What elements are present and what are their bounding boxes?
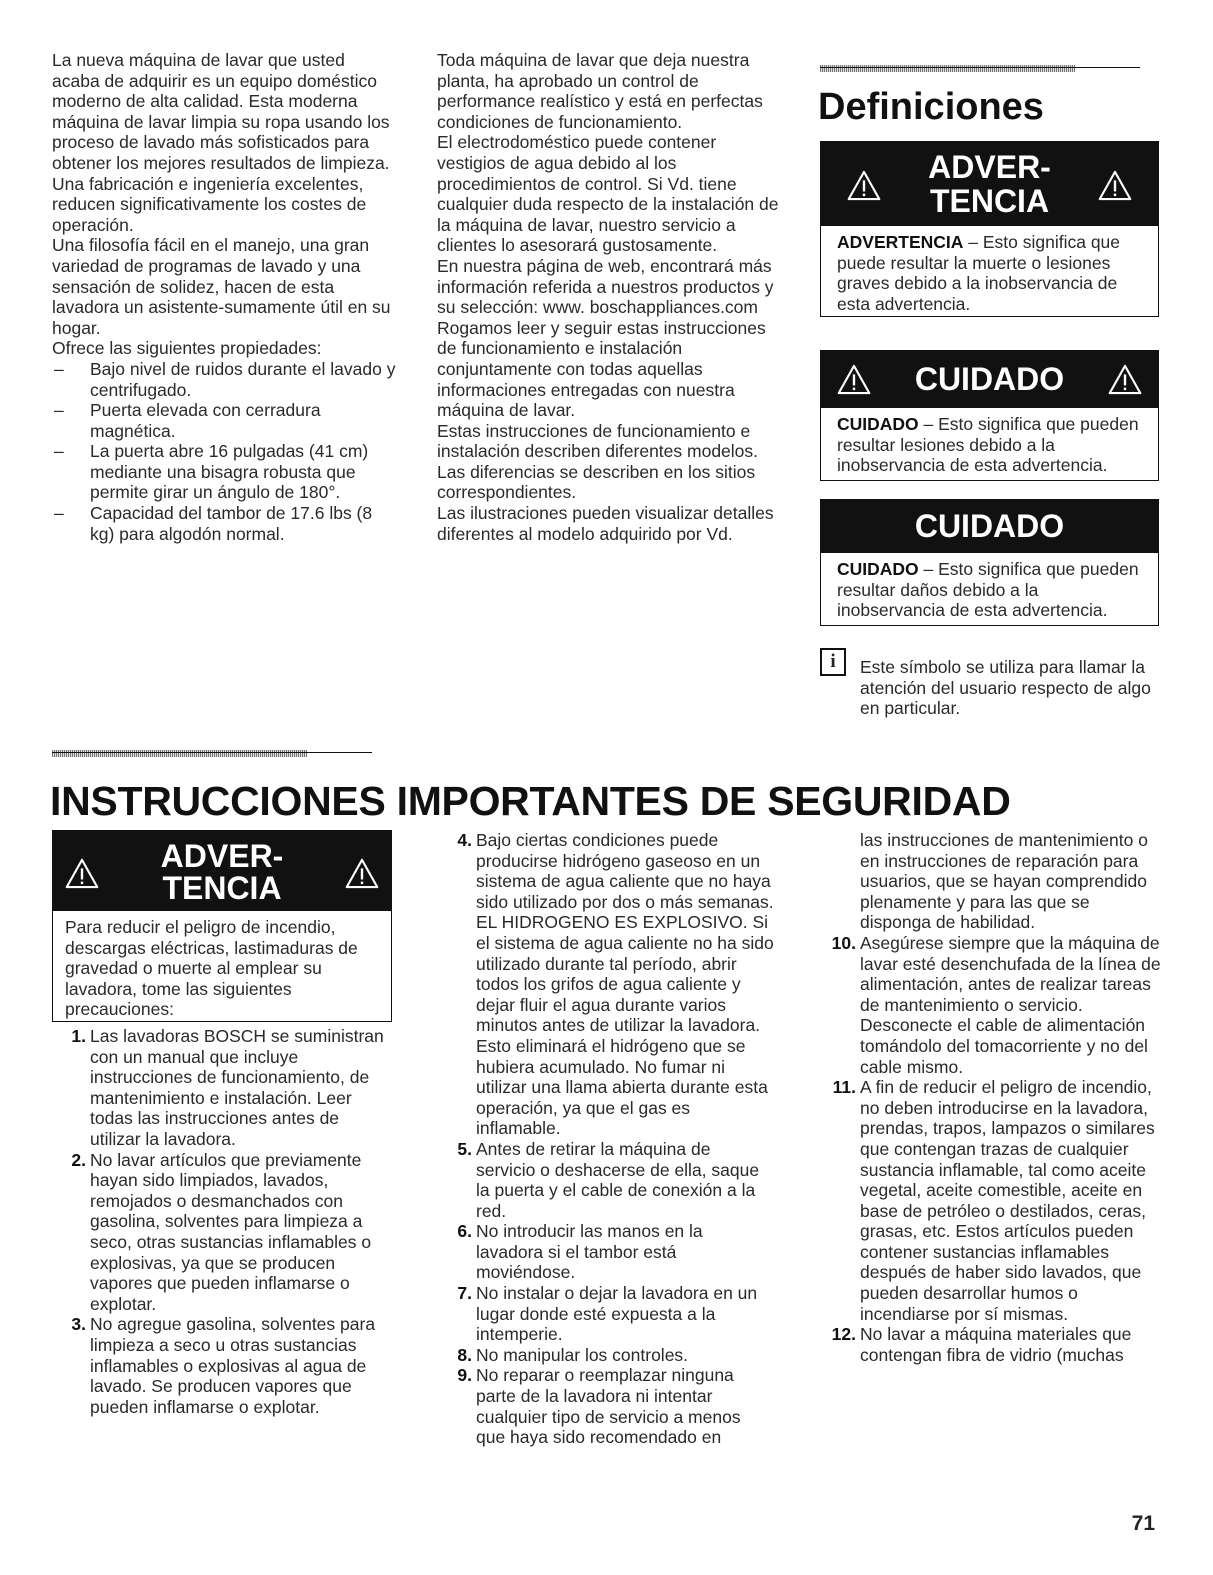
info-paragraph: Estas instrucciones de funcionamiento e instalación describen diferentes modelos. Las diferencias se describen en los sitios correspondientes. — [437, 420, 759, 503]
safety-item: 7. No instalar o dejar la lavadora en un lugar donde esté expuesta a la intemperie. — [457, 1283, 758, 1345]
intro-paragraph: Ofrece las siguientes propiedades: — [52, 338, 322, 359]
section-rule — [820, 67, 1140, 68]
warning-header-line2: TENCIA — [162, 870, 282, 906]
section-rule — [52, 752, 372, 753]
safety-item: 5. Antes de retirar la máquina de servicio o deshacerse de ella, saque la puerta y el cable de conexión a la red. — [457, 1138, 760, 1221]
caution-definition-text: CUIDADO – Esto significa que pueden resultar daños debido a la inobservancia de esta advertencia. — [837, 559, 1139, 621]
info-paragraph: Las ilustraciones pueden visualizar detalles diferentes al modelo adquirido por Vd. — [437, 503, 774, 544]
feature-item: – La puerta abre 16 pulgadas (41 cm) mediante una bisagra robusta que permite girar un ángulo de 180°. — [52, 441, 397, 503]
safety-item: 11. A fin de reducir el peligro de incendio, no deben introducirse en la lavadora, prendas, trapos, lampazos o similares que contengan trazas de cualquier sustancia inflamable, tal como aceite vegetal, aceite comestible, aceite en base de petróleo o destilados, ceras, grasas, etc. Estos artículos pueden contener sustancias inflamables después de haber sido lavados, que pueden desarrollar humos o incendiarse por sí mismas. — [832, 1077, 1155, 1324]
safety-item: 4. Bajo ciertas condiciones puede producirse hidrógeno gaseoso en un sistema de agua caliente que no haya sido utilizado por dos o más semanas. EL HIDROGENO ES EXPLOSIVO. Si el sistema de agua caliente no ha sido utilizado durante tal período, abrir todos los grifos de agua caliente y dejar fluir el agua durante varios minutos antes de utilizar la lavadora. Esto eliminará el hidrógeno que se hubiera acumulado. No fumar ni utilizar una llama abierta durante esta operación, ya que el gas es inflamable. — [457, 830, 774, 1139]
caution-term: CUIDADO — [837, 414, 919, 434]
warning-header-line1: ADVER- — [928, 149, 1051, 185]
intro-paragraph: Una fabricación e ingeniería excelentes, reducen significativamente los costes de operación. — [52, 173, 367, 235]
intro-paragraph: Una filosofía fácil en el manejo, una gran variedad de programas de lavado y una sensación de solidez, hacen de esta lavadora un asistente-sumamente útil en su hogar. — [52, 235, 391, 338]
feature-item: – Bajo nivel de ruidos durante el lavado y centrifugado. — [52, 359, 397, 400]
caution-symbol-definition-box — [820, 350, 1159, 481]
info-paragraph: En nuestra página de web, encontrará más información referida a nuestros productos y su selección: www. boschappliances.com — [437, 255, 774, 318]
caution-header-label: CUIDADO — [914, 361, 1065, 397]
info-symbol-text: Este símbolo se utiliza para llamar la atención del usuario respecto de algo en particular. — [860, 657, 1151, 719]
caution-term: CUIDADO — [837, 559, 919, 579]
safety-item: 6. No introducir las manos en la lavadora si el tambor está moviéndose. — [457, 1221, 703, 1283]
warning-icon — [345, 858, 379, 889]
safety-item: 10. Asegúrese siempre que la máquina de lavar esté desenchufada de la línea de alimentación, antes de realizar tareas de mantenimiento o servicio. Desconecte el cable de alimentación tomándolo del tomacorriente y no del cable mismo. — [831, 932, 1161, 1077]
safety-item: 12. No lavar a máquina materiales que contengan fibra de vidrio (muchas — [831, 1324, 1132, 1365]
warning-definition-box — [820, 141, 1159, 317]
warning-term: ADVERTENCIA — [837, 232, 964, 252]
safety-list-column-1 — [58, 1026, 393, 1417]
info-column — [437, 50, 782, 544]
caution-definition-box — [820, 499, 1159, 626]
safety-item: 2. No lavar artículos que previamente hayan sido limpiados, lavados, remojados o desmanchados con gasolina, solventes para limpieza a seco, otras sustancias inflamables o explosivas, ya que se producen vapores que pueden inflamarse o explotar. — [71, 1149, 372, 1314]
warning-header — [821, 142, 1158, 226]
warning-definition-text: ADVERTENCIA – Esto significa que puede resultar la muerte o lesiones graves debido a la inobservancia de esta advertencia. — [837, 232, 1121, 314]
feature-item: – Puerta elevada con cerradura magnética. — [52, 400, 397, 441]
definitions-title: Definiciones — [818, 86, 1044, 128]
intro-paragraph: La nueva máquina de lavar que usted acaba de adquirir es un equipo doméstico moderno de alta calidad. Esta moderna máquina de lavar limpia su ropa usando los proceso de lavado más sofisticados para obtener los mejores resultados de limpieza. — [52, 50, 390, 173]
safety-item: 3. No agregue gasolina, solventes para limpieza a seco u otras sustancias inflamables o explosivas al agua de lavado. Se producen vapores que pueden inflamarse o explotar. — [71, 1314, 376, 1417]
safety-item: 1. Las lavadoras BOSCH se suministran con un manual que incluye instrucciones de funcionamiento, de mantenimiento e instalación. Leer todas las instrucciones antes de utilizar la lavadora. — [71, 1026, 384, 1149]
info-icon: i — [820, 648, 846, 676]
caution-header — [821, 351, 1158, 408]
safety-item: 8. No manipular los controles. — [457, 1344, 689, 1365]
info-paragraph: Rogamos leer y seguir estas instrucciones de funcionamiento e instalación conjuntamente con todas aquellas informaciones entregadas con nuestra máquina de lavar. — [437, 317, 766, 421]
safety-item-continued: las instrucciones de mantenimiento o en instrucciones de reparación para usuarios, que se hayan comprendido plenamente y para las que se disponga de habilidad. — [860, 830, 1148, 933]
page-number: 71 — [1131, 1512, 1155, 1535]
info-paragraph: Toda máquina de lavar que deja nuestra planta, ha aprobado un control de performance realístico y está en perfectas condiciones de funcionamiento. — [437, 50, 763, 132]
caution-header — [821, 500, 1158, 553]
warning-header-line2: TENCIA — [929, 183, 1050, 219]
safety-list-column-2 — [444, 830, 774, 1448]
safety-list-column-3 — [818, 830, 1163, 1365]
info-paragraph: El electrodoméstico puede contener vestigios de agua debido al los procedimientos de control. Si Vd. tiene cualquier duda respecto de la instalación de la máquina de lavar, nuestro servicio a clientes lo asesorará gustosamente. — [437, 132, 779, 256]
safety-title: INSTRUCCIONES IMPORTANTES DE SEGURIDAD — [50, 778, 1011, 824]
safety-warning-box — [52, 830, 392, 1022]
warning-header-line1: ADVER- — [160, 838, 284, 874]
caution-symbol-definition-text: CUIDADO – Esto significa que pueden resultar lesiones debido a la inobservancia de esta advertencia. — [837, 414, 1139, 476]
intro-column — [52, 50, 397, 544]
feature-item: – Capacidad del tambor de 17.6 lbs (8 kg) para algodón normal. — [52, 503, 397, 544]
warning-icon — [1108, 364, 1142, 395]
safety-warning-text: Para reducir el peligro de incendio, descargas eléctricas, lastimaduras de gravedad o muerte al emplear su lavadora, tome las siguientes precauciones: — [65, 917, 358, 1020]
caution-header-label: CUIDADO — [914, 508, 1065, 544]
warning-header — [53, 831, 391, 911]
safety-item: 9. No reparar o reemplazar ninguna parte de la lavadora ni intentar cualquier tipo de servicio a menos que haya sido recomendado en — [457, 1365, 741, 1448]
warning-icon — [1098, 170, 1132, 201]
